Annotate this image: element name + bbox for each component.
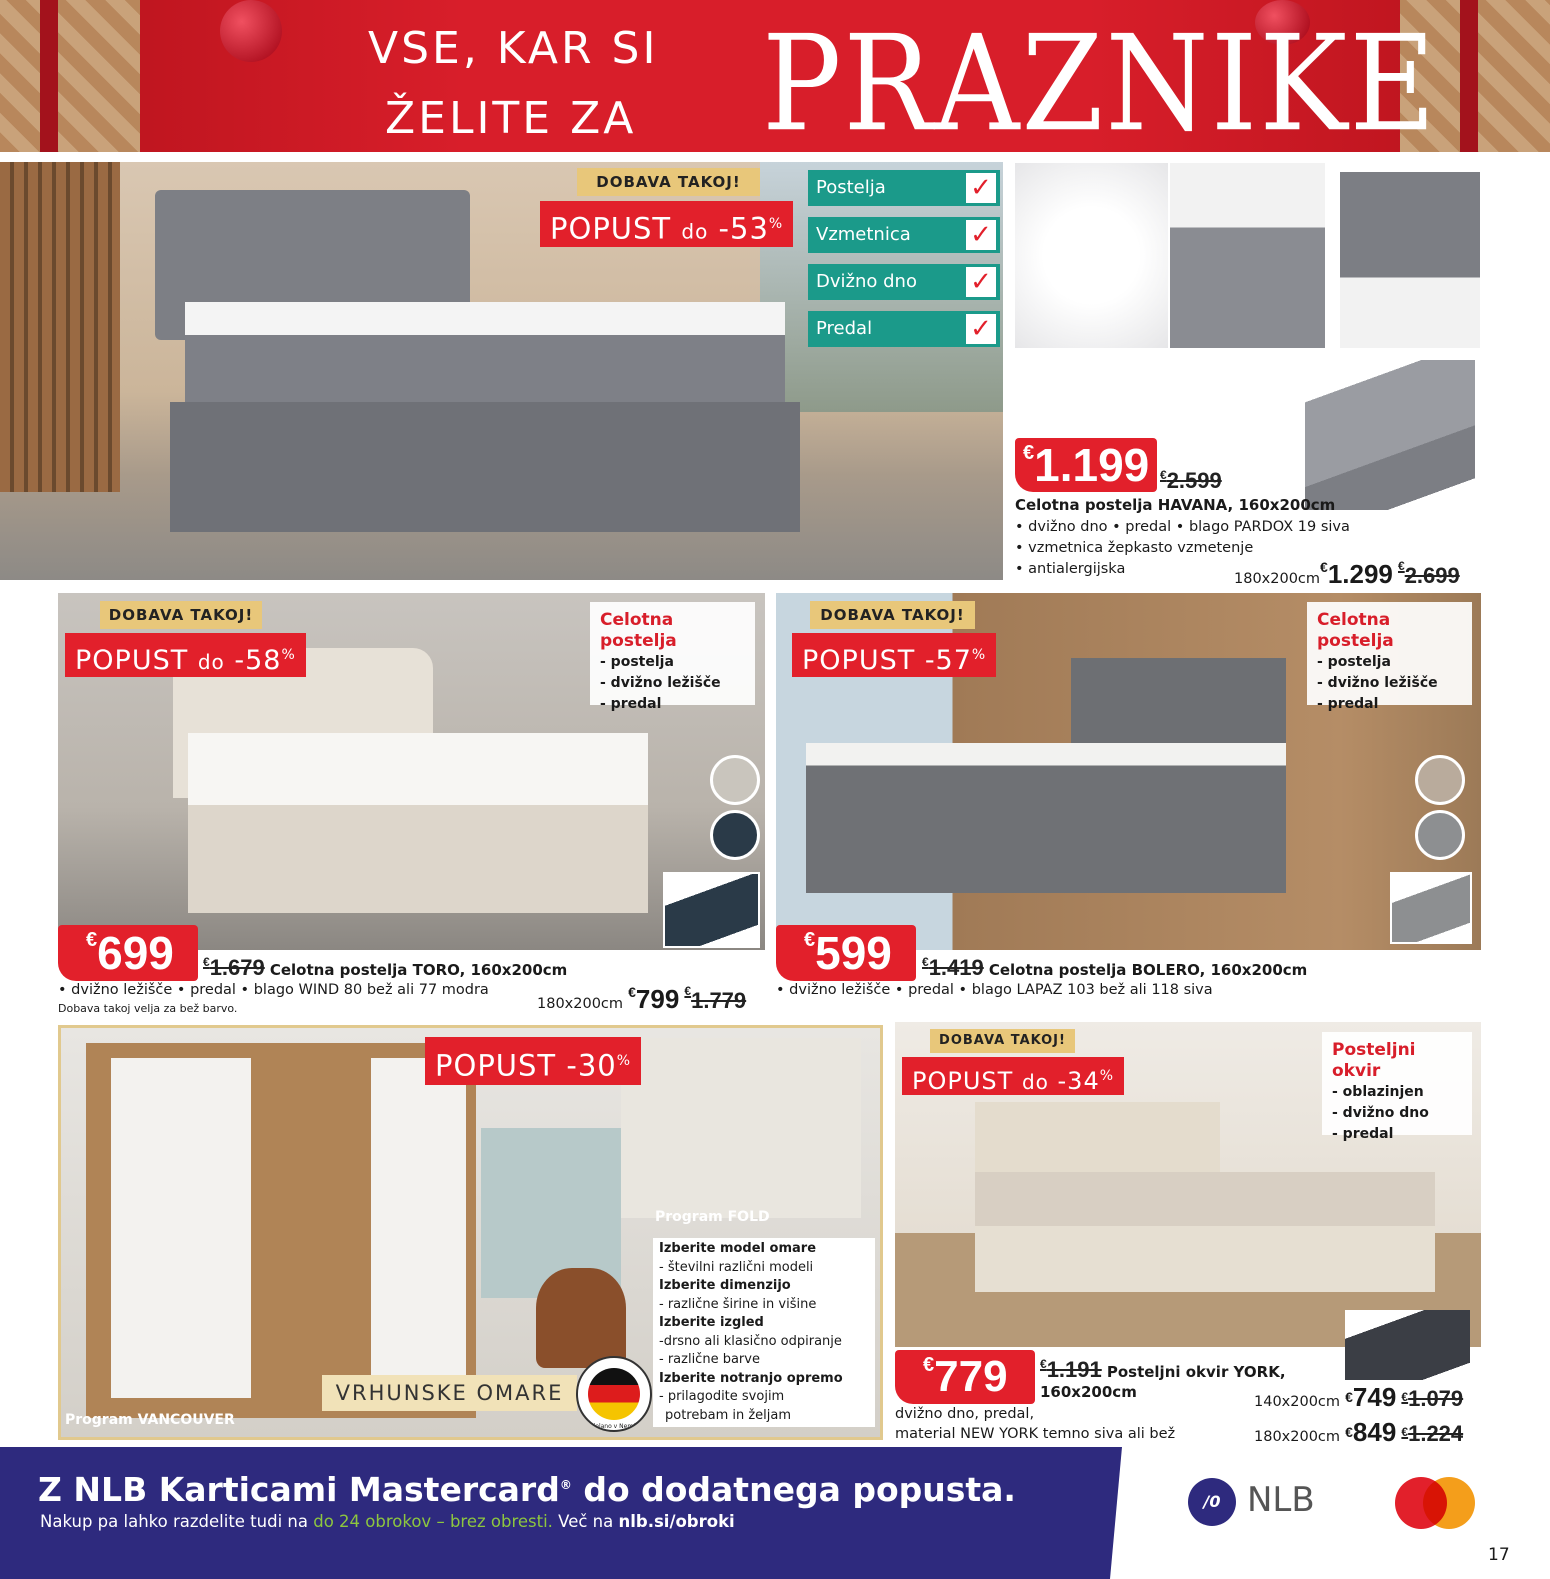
discount-badge: POPUST -30%	[425, 1037, 641, 1085]
holiday-banner	[0, 0, 1550, 161]
color-swatch-grey[interactable]	[1415, 810, 1465, 860]
mattress-detail-photo	[1015, 163, 1168, 348]
banner-title: PRAZNIKE	[762, 6, 1438, 161]
nlb-link[interactable]: nlb.si/obroki	[618, 1512, 735, 1531]
discount-badge: POPUST -57%	[792, 633, 996, 677]
price-tag: €699	[58, 925, 198, 981]
headboard-detail-photo	[1340, 172, 1480, 348]
feature-postelja: Postelja ✓	[808, 170, 1000, 206]
premium-wardrobes-headline: VRHUNSKE OMARE	[322, 1375, 577, 1411]
program-fold-label: Program FOLD	[655, 1209, 770, 1225]
product-title-line: €1.191 Posteljni okvir YORK,	[1040, 1357, 1286, 1382]
footer-subline: Nakup pa lahko razdelite tudi na do 24 obrokov – brez obresti. Več na nlb.si/obroki	[40, 1512, 735, 1531]
size-price-row: 140x200cm €749 €1.079	[1254, 1382, 1464, 1412]
product-title-line: €1.419 Celotna postelja BOLERO, 160x200cm	[922, 955, 1308, 980]
feature-vzmetnica: Vzmetnica ✓	[808, 217, 1000, 253]
info-box: Celotna postelja - postelja - dvižno ležišče - predal	[590, 602, 755, 705]
old-price: €1.191	[1040, 1357, 1102, 1382]
banner-line-1: VSE, KAR SI	[368, 23, 659, 74]
availability-badge: DOBAVA TAKOJ!	[577, 168, 760, 196]
ornament-icon	[220, 0, 282, 62]
price-tag: €599	[776, 925, 916, 981]
discount-badge: POPUST do -34%	[902, 1057, 1124, 1095]
checkmark-icon: ✓	[966, 173, 996, 203]
mattress-corner-photo	[1170, 163, 1325, 348]
storage-detail-photo	[1345, 1310, 1470, 1380]
alt-size-price: 180x200cm€1.299 €2.699	[1234, 559, 1460, 589]
feature-dvizno-dno: Dvižno dno ✓	[808, 264, 1000, 300]
gift-box-decoration	[0, 0, 140, 152]
availability-badge: DOBAVA TAKOJ!	[930, 1029, 1075, 1053]
checkmark-icon: ✓	[966, 220, 996, 250]
checkmark-icon: ✓	[966, 267, 996, 297]
alt-size-price: 180x200cm €799 €1.779	[537, 984, 747, 1014]
availability-badge: DOBAVA TAKOJ!	[810, 601, 975, 629]
checkmark-icon: ✓	[966, 314, 996, 344]
ribbon-decoration	[1460, 0, 1478, 152]
germany-flag-icon	[588, 1368, 640, 1420]
discount-badge: POPUST do -58%	[65, 633, 306, 677]
size-price-list	[1254, 1382, 1463, 1452]
info-box: Celotna postelja - postelja - dvižno ležišče - predal	[1307, 602, 1472, 705]
storage-detail-photo	[663, 872, 760, 948]
product-bullets: • dvižno ležišče • predal • blago LAPAZ 103 bež ali 118 siva	[776, 982, 1213, 998]
price-tag: €1.199	[1015, 438, 1157, 492]
product-bullets: • dvižno ležišče • predal • blago WIND 80 bež ali 77 modra	[58, 982, 489, 998]
old-price: €1.419	[922, 955, 984, 980]
availability-badge: DOBAVA TAKOJ!	[100, 601, 262, 629]
storage-detail-photo	[1390, 872, 1472, 944]
product-title-line: €1.679 Celotna postelja TORO, 160x200cm	[203, 955, 568, 980]
color-swatch-beige[interactable]	[710, 755, 760, 805]
wardrobe-options-list: Izberite model omare - številni različni modeli Izberite dimenzijo - različne širine in višine Izberite izgled -drsno ali klasično odpiranje - različne barve Izberite notranjo opremo - prilagodite svojim potrebam in željam	[653, 1238, 875, 1427]
product-description: dvižno dno, predal, material NEW YORK temno siva ali bež	[895, 1406, 1176, 1442]
feature-predal: Predal ✓	[808, 311, 1000, 347]
price-tag: €779	[895, 1350, 1035, 1404]
old-price: €1.679	[203, 955, 265, 980]
availability-note: Dobava takoj velja za bež barvo.	[58, 1002, 238, 1015]
discount-badge: POPUST do -53%	[540, 201, 793, 247]
product-title-size: 160x200cm	[1040, 1383, 1137, 1401]
footer-logo-area	[1110, 1447, 1550, 1579]
old-price: €2.599	[1160, 468, 1222, 493]
size-price-row: 180x200cm €849 €1.224	[1254, 1417, 1464, 1447]
program-vancouver-label: Program VANCOUVER	[65, 1412, 235, 1428]
ribbon-decoration	[40, 0, 58, 152]
made-in-germany-seal: Izdelano v Nemčiji	[576, 1356, 652, 1432]
mastercard-logo-icon	[1423, 1477, 1475, 1529]
nlb-logo-text: NLB	[1247, 1480, 1315, 1520]
color-swatch-blue[interactable]	[710, 810, 760, 860]
footer-headline: Z NLB Karticami Mastercard® do dodatnega popusta.	[38, 1470, 1016, 1509]
storage-bed-photo	[1305, 360, 1475, 510]
info-box: Posteljni okvir - oblazinjen - dvižno dno - predal	[1322, 1032, 1472, 1135]
banner-line-2: ŽELITE ZA	[385, 93, 637, 144]
product-title: Celotna postelja HAVANA, 160x200cm	[1015, 496, 1336, 514]
product-bullets: • dvižno dno • predal • blago PARDOX 19 siva • vzmetnica žepkasto vzmetenje • antialergijska	[1015, 519, 1350, 577]
color-swatch-beige[interactable]	[1415, 755, 1465, 805]
page-number: 17	[1488, 1545, 1510, 1565]
nlb-logo-icon: /0	[1188, 1478, 1236, 1526]
